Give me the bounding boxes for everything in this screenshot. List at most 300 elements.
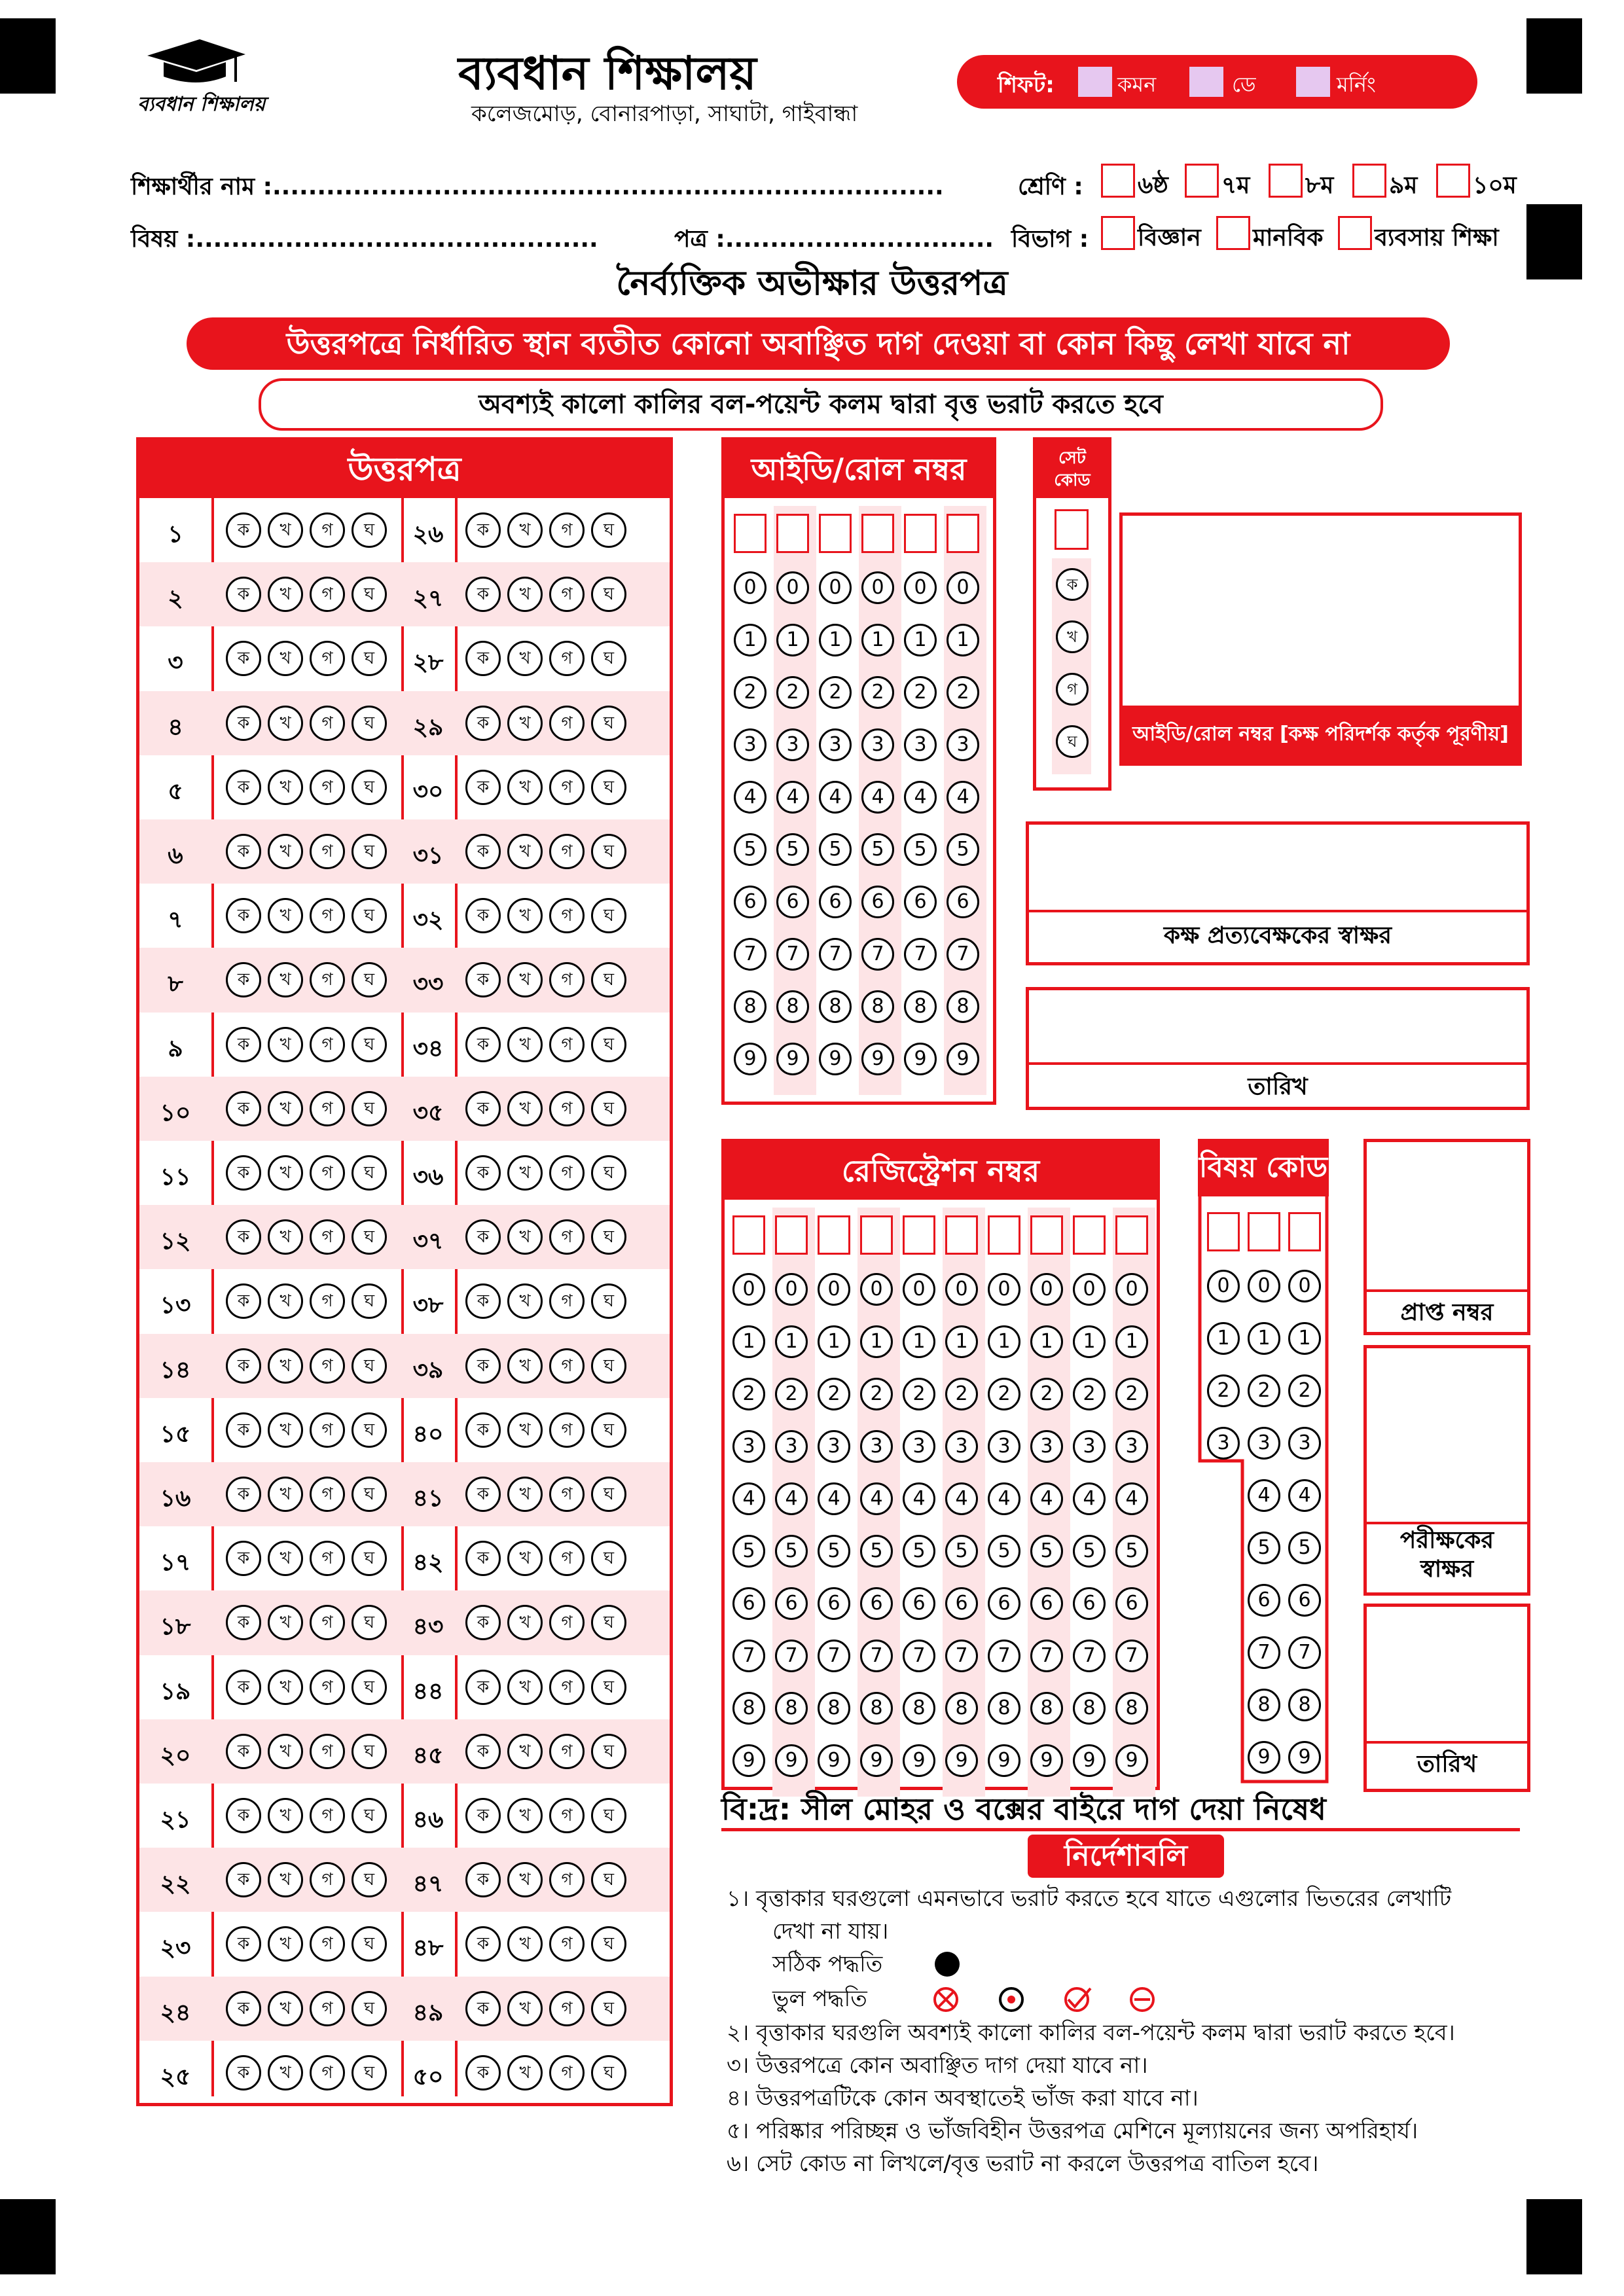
set-code-bubble-1[interactable]: ক <box>1056 568 1089 601</box>
answer-bubble-q38-opt2[interactable]: খ <box>507 1283 543 1319</box>
answer-bubble-q6-opt2[interactable]: খ <box>268 834 303 869</box>
answer-bubble-q39-opt1[interactable]: ক <box>465 1348 501 1384</box>
answer-bubble-q9-opt2[interactable]: খ <box>268 1027 303 1062</box>
registration-bubble-col4-digit0[interactable]: 0 <box>860 1273 893 1306</box>
answer-bubble-q4-opt2[interactable]: খ <box>268 706 303 741</box>
registration-bubble-col4-digit9[interactable]: 9 <box>860 1744 893 1777</box>
registration-bubble-col9-digit0[interactable]: 0 <box>1073 1273 1106 1306</box>
answer-bubble-q50-opt4[interactable]: ঘ <box>591 2055 626 2090</box>
answer-bubble-q8-opt1[interactable]: ক <box>226 962 261 997</box>
roll-bubble-col6-digit9[interactable]: 9 <box>947 1043 979 1075</box>
registration-bubble-col3-digit8[interactable]: 8 <box>818 1692 850 1725</box>
answer-bubble-q27-opt2[interactable]: খ <box>507 577 543 612</box>
answer-bubble-q47-opt3[interactable]: গ <box>549 1862 585 1897</box>
roll-bubble-col6-digit4[interactable]: 4 <box>947 781 979 814</box>
roll-bubble-col5-digit4[interactable]: 4 <box>904 781 937 814</box>
roll-bubble-col6-digit3[interactable]: 3 <box>947 728 979 761</box>
registration-bubble-col3-digit6[interactable]: 6 <box>818 1587 850 1620</box>
answer-bubble-q25-opt1[interactable]: ক <box>226 2055 261 2090</box>
answer-bubble-q28-opt1[interactable]: ক <box>465 641 501 676</box>
answer-bubble-q49-opt3[interactable]: গ <box>549 1991 585 2026</box>
answer-bubble-q44-opt2[interactable]: খ <box>507 1670 543 1705</box>
registration-write-box-1[interactable] <box>732 1215 765 1255</box>
registration-write-box-7[interactable] <box>988 1215 1020 1255</box>
answer-bubble-q9-opt4[interactable]: ঘ <box>352 1027 387 1062</box>
roll-write-box-3[interactable] <box>819 514 852 553</box>
answer-bubble-q11-opt3[interactable]: গ <box>310 1155 345 1191</box>
roll-bubble-col1-digit1[interactable]: 1 <box>734 624 767 656</box>
registration-bubble-col6-digit1[interactable]: 1 <box>945 1325 978 1358</box>
registration-bubble-col3-digit1[interactable]: 1 <box>818 1325 850 1358</box>
answer-bubble-q10-opt2[interactable]: খ <box>268 1091 303 1126</box>
answer-bubble-q48-opt4[interactable]: ঘ <box>591 1926 626 1962</box>
answer-bubble-q28-opt2[interactable]: খ <box>507 641 543 676</box>
shift-box-morning[interactable] <box>1296 67 1330 97</box>
registration-bubble-col9-digit5[interactable]: 5 <box>1073 1535 1106 1568</box>
subject-code-bubble-col2-digit3[interactable]: 3 <box>1248 1427 1280 1460</box>
roll-bubble-col4-digit0[interactable]: 0 <box>861 571 894 604</box>
answer-bubble-q9-opt1[interactable]: ক <box>226 1027 261 1062</box>
answer-bubble-q29-opt1[interactable]: ক <box>465 706 501 741</box>
answer-bubble-q42-opt4[interactable]: ঘ <box>591 1541 626 1576</box>
registration-bubble-col1-digit2[interactable]: 2 <box>732 1378 765 1410</box>
answer-bubble-q49-opt4[interactable]: ঘ <box>591 1991 626 2026</box>
roll-bubble-col3-digit2[interactable]: 2 <box>819 676 852 709</box>
roll-bubble-col6-digit0[interactable]: 0 <box>947 571 979 604</box>
set-code-bubble-3[interactable]: গ <box>1056 673 1089 706</box>
registration-bubble-col8-digit5[interactable]: 5 <box>1030 1535 1063 1568</box>
answer-bubble-q39-opt2[interactable]: খ <box>507 1348 543 1384</box>
registration-write-box-5[interactable] <box>903 1215 935 1255</box>
registration-bubble-col10-digit7[interactable]: 7 <box>1115 1640 1148 1672</box>
answer-bubble-q10-opt3[interactable]: গ <box>310 1091 345 1126</box>
roll-bubble-col3-digit5[interactable]: 5 <box>819 833 852 866</box>
answer-bubble-q13-opt2[interactable]: খ <box>268 1283 303 1319</box>
answer-bubble-q17-opt2[interactable]: খ <box>268 1541 303 1576</box>
answer-bubble-q16-opt4[interactable]: ঘ <box>352 1477 387 1512</box>
class-box-8[interactable] <box>1269 164 1303 198</box>
dept-box-humanities[interactable] <box>1216 216 1250 250</box>
registration-bubble-col2-digit6[interactable]: 6 <box>775 1587 808 1620</box>
answer-bubble-q20-opt1[interactable]: ক <box>226 1734 261 1769</box>
registration-bubble-col4-digit2[interactable]: 2 <box>860 1378 893 1410</box>
answer-bubble-q7-opt3[interactable]: গ <box>310 898 345 933</box>
roll-bubble-col4-digit3[interactable]: 3 <box>861 728 894 761</box>
answer-bubble-q33-opt2[interactable]: খ <box>507 962 543 997</box>
registration-bubble-col10-digit2[interactable]: 2 <box>1115 1378 1148 1410</box>
roll-bubble-col5-digit6[interactable]: 6 <box>904 886 937 918</box>
registration-bubble-col4-digit5[interactable]: 5 <box>860 1535 893 1568</box>
answer-bubble-q18-opt2[interactable]: খ <box>268 1605 303 1640</box>
roll-bubble-col1-digit2[interactable]: 2 <box>734 676 767 709</box>
answer-bubble-q26-opt3[interactable]: গ <box>549 512 585 548</box>
answer-bubble-q50-opt1[interactable]: ক <box>465 2055 501 2090</box>
answer-bubble-q21-opt2[interactable]: খ <box>268 1798 303 1833</box>
registration-bubble-col2-digit8[interactable]: 8 <box>775 1692 808 1725</box>
answer-bubble-q24-opt1[interactable]: ক <box>226 1991 261 2026</box>
answer-bubble-q41-opt3[interactable]: গ <box>549 1477 585 1512</box>
answer-bubble-q15-opt1[interactable]: ক <box>226 1412 261 1448</box>
subject-code-bubble-col3-digit6[interactable]: 6 <box>1288 1584 1321 1617</box>
roll-bubble-col4-digit8[interactable]: 8 <box>861 990 894 1023</box>
roll-bubble-col3-digit3[interactable]: 3 <box>819 728 852 761</box>
roll-bubble-col1-digit9[interactable]: 9 <box>734 1043 767 1075</box>
answer-bubble-q21-opt1[interactable]: ক <box>226 1798 261 1833</box>
registration-bubble-col3-digit2[interactable]: 2 <box>818 1378 850 1410</box>
answer-bubble-q3-opt1[interactable]: ক <box>226 641 261 676</box>
registration-bubble-col8-digit8[interactable]: 8 <box>1030 1692 1063 1725</box>
registration-bubble-col3-digit7[interactable]: 7 <box>818 1640 850 1672</box>
roll-write-box-4[interactable] <box>861 514 894 553</box>
registration-bubble-col9-digit9[interactable]: 9 <box>1073 1744 1106 1777</box>
answer-bubble-q37-opt2[interactable]: খ <box>507 1219 543 1255</box>
answer-bubble-q36-opt1[interactable]: ক <box>465 1155 501 1191</box>
answer-bubble-q23-opt3[interactable]: গ <box>310 1926 345 1962</box>
registration-bubble-col1-digit6[interactable]: 6 <box>732 1587 765 1620</box>
registration-bubble-col4-digit1[interactable]: 1 <box>860 1325 893 1358</box>
answer-bubble-q48-opt2[interactable]: খ <box>507 1926 543 1962</box>
subject-code-bubble-col3-digit7[interactable]: 7 <box>1288 1636 1321 1669</box>
answer-bubble-q30-opt2[interactable]: খ <box>507 770 543 805</box>
answer-bubble-q21-opt3[interactable]: গ <box>310 1798 345 1833</box>
answer-bubble-q6-opt4[interactable]: ঘ <box>352 834 387 869</box>
registration-bubble-col8-digit4[interactable]: 4 <box>1030 1482 1063 1515</box>
registration-bubble-col1-digit0[interactable]: 0 <box>732 1273 765 1306</box>
answer-bubble-q48-opt1[interactable]: ক <box>465 1926 501 1962</box>
answer-bubble-q36-opt2[interactable]: খ <box>507 1155 543 1191</box>
answer-bubble-q5-opt1[interactable]: ক <box>226 770 261 805</box>
registration-write-box-8[interactable] <box>1030 1215 1063 1255</box>
answer-bubble-q41-opt4[interactable]: ঘ <box>591 1477 626 1512</box>
answer-bubble-q22-opt3[interactable]: গ <box>310 1862 345 1897</box>
registration-bubble-col7-digit4[interactable]: 4 <box>988 1482 1020 1515</box>
registration-bubble-col10-digit1[interactable]: 1 <box>1115 1325 1148 1358</box>
registration-bubble-col5-digit7[interactable]: 7 <box>903 1640 935 1672</box>
answer-bubble-q1-opt2[interactable]: খ <box>268 512 303 548</box>
answer-bubble-q40-opt1[interactable]: ক <box>465 1412 501 1448</box>
subject-code-bubble-col3-digit9[interactable]: 9 <box>1288 1741 1321 1774</box>
registration-bubble-col8-digit6[interactable]: 6 <box>1030 1587 1063 1620</box>
registration-bubble-col3-digit9[interactable]: 9 <box>818 1744 850 1777</box>
registration-bubble-col10-digit5[interactable]: 5 <box>1115 1535 1148 1568</box>
answer-bubble-q15-opt3[interactable]: গ <box>310 1412 345 1448</box>
registration-bubble-col7-digit3[interactable]: 3 <box>988 1430 1020 1463</box>
registration-bubble-col6-digit2[interactable]: 2 <box>945 1378 978 1410</box>
roll-write-box-6[interactable] <box>947 514 979 553</box>
answer-bubble-q5-opt2[interactable]: খ <box>268 770 303 805</box>
roll-bubble-col2-digit1[interactable]: 1 <box>776 624 809 656</box>
answer-bubble-q38-opt1[interactable]: ক <box>465 1283 501 1319</box>
roll-bubble-col2-digit5[interactable]: 5 <box>776 833 809 866</box>
class-box-9[interactable] <box>1352 164 1386 198</box>
registration-bubble-col5-digit1[interactable]: 1 <box>903 1325 935 1358</box>
answer-bubble-q28-opt4[interactable]: ঘ <box>591 641 626 676</box>
answer-bubble-q11-opt4[interactable]: ঘ <box>352 1155 387 1191</box>
answer-bubble-q37-opt3[interactable]: গ <box>549 1219 585 1255</box>
registration-bubble-col2-digit4[interactable]: 4 <box>775 1482 808 1515</box>
registration-bubble-col7-digit7[interactable]: 7 <box>988 1640 1020 1672</box>
answer-bubble-q32-opt3[interactable]: গ <box>549 898 585 933</box>
registration-bubble-col8-digit7[interactable]: 7 <box>1030 1640 1063 1672</box>
roll-bubble-col5-digit0[interactable]: 0 <box>904 571 937 604</box>
answer-bubble-q37-opt4[interactable]: ঘ <box>591 1219 626 1255</box>
answer-bubble-q18-opt3[interactable]: গ <box>310 1605 345 1640</box>
answer-bubble-q30-opt3[interactable]: গ <box>549 770 585 805</box>
id-entry-box[interactable] <box>1119 512 1522 766</box>
registration-bubble-col1-digit5[interactable]: 5 <box>732 1535 765 1568</box>
roll-bubble-col2-digit0[interactable]: 0 <box>776 571 809 604</box>
registration-bubble-col6-digit3[interactable]: 3 <box>945 1430 978 1463</box>
answer-bubble-q3-opt3[interactable]: গ <box>310 641 345 676</box>
answer-bubble-q3-opt4[interactable]: ঘ <box>352 641 387 676</box>
answer-bubble-q50-opt3[interactable]: গ <box>549 2055 585 2090</box>
answer-bubble-q16-opt1[interactable]: ক <box>226 1477 261 1512</box>
answer-bubble-q9-opt3[interactable]: গ <box>310 1027 345 1062</box>
answer-bubble-q30-opt4[interactable]: ঘ <box>591 770 626 805</box>
registration-bubble-col10-digit6[interactable]: 6 <box>1115 1587 1148 1620</box>
registration-bubble-col10-digit8[interactable]: 8 <box>1115 1692 1148 1725</box>
roll-bubble-col5-digit7[interactable]: 7 <box>904 938 937 971</box>
answer-bubble-q43-opt3[interactable]: গ <box>549 1605 585 1640</box>
answer-bubble-q17-opt4[interactable]: ঘ <box>352 1541 387 1576</box>
answer-bubble-q5-opt3[interactable]: গ <box>310 770 345 805</box>
registration-bubble-col1-digit9[interactable]: 9 <box>732 1744 765 1777</box>
answer-bubble-q7-opt4[interactable]: ঘ <box>352 898 387 933</box>
registration-bubble-col1-digit1[interactable]: 1 <box>732 1325 765 1358</box>
answer-bubble-q17-opt1[interactable]: ক <box>226 1541 261 1576</box>
answer-bubble-q42-opt3[interactable]: গ <box>549 1541 585 1576</box>
registration-bubble-col8-digit2[interactable]: 2 <box>1030 1378 1063 1410</box>
roll-write-box-5[interactable] <box>904 514 937 553</box>
dept-box-business[interactable] <box>1338 216 1372 250</box>
answer-bubble-q49-opt1[interactable]: ক <box>465 1991 501 2026</box>
subject-code-bubble-col3-digit5[interactable]: 5 <box>1288 1532 1321 1564</box>
answer-bubble-q23-opt2[interactable]: খ <box>268 1926 303 1962</box>
answer-bubble-q40-opt3[interactable]: গ <box>549 1412 585 1448</box>
roll-bubble-col3-digit6[interactable]: 6 <box>819 886 852 918</box>
examiner-signature-box[interactable] <box>1363 1345 1530 1596</box>
answer-bubble-q6-opt1[interactable]: ক <box>226 834 261 869</box>
roll-bubble-col5-digit9[interactable]: 9 <box>904 1043 937 1075</box>
answer-bubble-q36-opt4[interactable]: ঘ <box>591 1155 626 1191</box>
answer-bubble-q7-opt2[interactable]: খ <box>268 898 303 933</box>
registration-bubble-col7-digit1[interactable]: 1 <box>988 1325 1020 1358</box>
answer-bubble-q14-opt3[interactable]: গ <box>310 1348 345 1384</box>
answer-bubble-q45-opt3[interactable]: গ <box>549 1734 585 1769</box>
registration-bubble-col6-digit7[interactable]: 7 <box>945 1640 978 1672</box>
registration-bubble-col2-digit5[interactable]: 5 <box>775 1535 808 1568</box>
registration-bubble-col1-digit4[interactable]: 4 <box>732 1482 765 1515</box>
answer-bubble-q16-opt3[interactable]: গ <box>310 1477 345 1512</box>
answer-bubble-q23-opt1[interactable]: ক <box>226 1926 261 1962</box>
subject-code-bubble-col1-digit3[interactable]: 3 <box>1207 1427 1240 1460</box>
answer-bubble-q43-opt1[interactable]: ক <box>465 1605 501 1640</box>
answer-bubble-q40-opt2[interactable]: খ <box>507 1412 543 1448</box>
registration-bubble-col7-digit5[interactable]: 5 <box>988 1535 1020 1568</box>
answer-bubble-q27-opt3[interactable]: গ <box>549 577 585 612</box>
answer-bubble-q2-opt4[interactable]: ঘ <box>352 577 387 612</box>
registration-bubble-col10-digit4[interactable]: 4 <box>1115 1482 1148 1515</box>
registration-bubble-col5-digit4[interactable]: 4 <box>903 1482 935 1515</box>
roll-bubble-col6-digit2[interactable]: 2 <box>947 676 979 709</box>
answer-bubble-q29-opt3[interactable]: গ <box>549 706 585 741</box>
registration-bubble-col1-digit8[interactable]: 8 <box>732 1692 765 1725</box>
answer-bubble-q4-opt4[interactable]: ঘ <box>352 706 387 741</box>
subject-code-bubble-col2-digit6[interactable]: 6 <box>1248 1584 1280 1617</box>
answer-bubble-q32-opt2[interactable]: খ <box>507 898 543 933</box>
roll-bubble-col1-digit4[interactable]: 4 <box>734 781 767 814</box>
answer-bubble-q1-opt1[interactable]: ক <box>226 512 261 548</box>
answer-bubble-q23-opt4[interactable]: ঘ <box>352 1926 387 1962</box>
registration-write-box-6[interactable] <box>945 1215 978 1255</box>
answer-bubble-q28-opt3[interactable]: গ <box>549 641 585 676</box>
subject-code-bubble-col3-digit0[interactable]: 0 <box>1288 1270 1321 1302</box>
answer-bubble-q8-opt2[interactable]: খ <box>268 962 303 997</box>
answer-bubble-q31-opt2[interactable]: খ <box>507 834 543 869</box>
answer-bubble-q46-opt3[interactable]: গ <box>549 1798 585 1833</box>
answer-bubble-q34-opt3[interactable]: গ <box>549 1027 585 1062</box>
registration-bubble-col3-digit3[interactable]: 3 <box>818 1430 850 1463</box>
subject-field[interactable]: বিষয় :............................................. <box>131 226 598 253</box>
answer-bubble-q18-opt4[interactable]: ঘ <box>352 1605 387 1640</box>
answer-bubble-q35-opt4[interactable]: ঘ <box>591 1091 626 1126</box>
subject-code-bubble-col2-digit2[interactable]: 2 <box>1248 1374 1280 1407</box>
registration-bubble-col5-digit8[interactable]: 8 <box>903 1692 935 1725</box>
registration-bubble-col8-digit1[interactable]: 1 <box>1030 1325 1063 1358</box>
answer-bubble-q4-opt3[interactable]: গ <box>310 706 345 741</box>
set-code-bubble-4[interactable]: ঘ <box>1056 725 1089 758</box>
answer-bubble-q22-opt4[interactable]: ঘ <box>352 1862 387 1897</box>
registration-bubble-col10-digit9[interactable]: 9 <box>1115 1744 1148 1777</box>
answer-bubble-q13-opt1[interactable]: ক <box>226 1283 261 1319</box>
answer-bubble-q47-opt1[interactable]: ক <box>465 1862 501 1897</box>
student-name-field[interactable]: শিক্ষার্থীর নাম :........................................................................... <box>131 173 944 200</box>
answer-bubble-q24-opt2[interactable]: খ <box>268 1991 303 2026</box>
answer-bubble-q39-opt4[interactable]: ঘ <box>591 1348 626 1384</box>
roll-bubble-col6-digit1[interactable]: 1 <box>947 624 979 656</box>
answer-bubble-q2-opt1[interactable]: ক <box>226 577 261 612</box>
subject-code-bubble-col2-digit9[interactable]: 9 <box>1248 1741 1280 1774</box>
roll-bubble-col5-digit5[interactable]: 5 <box>904 833 937 866</box>
registration-write-box-4[interactable] <box>860 1215 893 1255</box>
answer-bubble-q16-opt2[interactable]: খ <box>268 1477 303 1512</box>
subject-code-bubble-col2-digit0[interactable]: 0 <box>1248 1270 1280 1302</box>
answer-bubble-q30-opt1[interactable]: ক <box>465 770 501 805</box>
answer-bubble-q14-opt1[interactable]: ক <box>226 1348 261 1384</box>
registration-bubble-col4-digit8[interactable]: 8 <box>860 1692 893 1725</box>
roll-bubble-col3-digit7[interactable]: 7 <box>819 938 852 971</box>
answer-bubble-q38-opt4[interactable]: ঘ <box>591 1283 626 1319</box>
roll-bubble-col4-digit9[interactable]: 9 <box>861 1043 894 1075</box>
roll-bubble-col5-digit2[interactable]: 2 <box>904 676 937 709</box>
answer-bubble-q46-opt2[interactable]: খ <box>507 1798 543 1833</box>
roll-bubble-col1-digit0[interactable]: 0 <box>734 571 767 604</box>
registration-bubble-col5-digit3[interactable]: 3 <box>903 1430 935 1463</box>
registration-bubble-col9-digit2[interactable]: 2 <box>1073 1378 1106 1410</box>
answer-bubble-q8-opt3[interactable]: গ <box>310 962 345 997</box>
date-box[interactable] <box>1026 987 1530 1110</box>
answer-bubble-q8-opt4[interactable]: ঘ <box>352 962 387 997</box>
answer-bubble-q35-opt3[interactable]: গ <box>549 1091 585 1126</box>
answer-bubble-q31-opt1[interactable]: ক <box>465 834 501 869</box>
roll-bubble-col2-digit4[interactable]: 4 <box>776 781 809 814</box>
registration-bubble-col5-digit2[interactable]: 2 <box>903 1378 935 1410</box>
roll-bubble-col2-digit3[interactable]: 3 <box>776 728 809 761</box>
answer-bubble-q4-opt1[interactable]: ক <box>226 706 261 741</box>
answer-bubble-q37-opt1[interactable]: ক <box>465 1219 501 1255</box>
answer-bubble-q14-opt2[interactable]: খ <box>268 1348 303 1384</box>
subject-code-bubble-col2-digit8[interactable]: 8 <box>1248 1689 1280 1721</box>
registration-bubble-col8-digit3[interactable]: 3 <box>1030 1430 1063 1463</box>
roll-bubble-col3-digit0[interactable]: 0 <box>819 571 852 604</box>
answer-bubble-q32-opt4[interactable]: ঘ <box>591 898 626 933</box>
roll-bubble-col3-digit8[interactable]: 8 <box>819 990 852 1023</box>
answer-bubble-q44-opt4[interactable]: ঘ <box>591 1670 626 1705</box>
roll-bubble-col5-digit8[interactable]: 8 <box>904 990 937 1023</box>
answer-bubble-q15-opt2[interactable]: খ <box>268 1412 303 1448</box>
registration-bubble-col9-digit6[interactable]: 6 <box>1073 1587 1106 1620</box>
answer-bubble-q26-opt2[interactable]: খ <box>507 512 543 548</box>
answer-bubble-q33-opt1[interactable]: ক <box>465 962 501 997</box>
class-box-7[interactable] <box>1185 164 1219 198</box>
roll-bubble-col6-digit7[interactable]: 7 <box>947 938 979 971</box>
examiner-date-box[interactable] <box>1363 1604 1530 1792</box>
registration-bubble-col10-digit0[interactable]: 0 <box>1115 1273 1148 1306</box>
answer-bubble-q34-opt4[interactable]: ঘ <box>591 1027 626 1062</box>
subject-code-bubble-col2-digit1[interactable]: 1 <box>1248 1322 1280 1355</box>
registration-bubble-col9-digit8[interactable]: 8 <box>1073 1692 1106 1725</box>
registration-bubble-col1-digit3[interactable]: 3 <box>732 1430 765 1463</box>
answer-bubble-q2-opt3[interactable]: গ <box>310 577 345 612</box>
subject-code-bubble-col2-digit4[interactable]: 4 <box>1248 1479 1280 1512</box>
answer-bubble-q31-opt3[interactable]: গ <box>549 834 585 869</box>
registration-bubble-col6-digit8[interactable]: 8 <box>945 1692 978 1725</box>
subject-code-write-box-1[interactable] <box>1207 1212 1240 1251</box>
class-box-6[interactable] <box>1101 164 1135 198</box>
answer-bubble-q24-opt4[interactable]: ঘ <box>352 1991 387 2026</box>
set-code-write-box[interactable] <box>1055 509 1089 550</box>
answer-bubble-q43-opt4[interactable]: ঘ <box>591 1605 626 1640</box>
registration-bubble-col8-digit9[interactable]: 9 <box>1030 1744 1063 1777</box>
answer-bubble-q10-opt4[interactable]: ঘ <box>352 1091 387 1126</box>
answer-bubble-q6-opt3[interactable]: গ <box>310 834 345 869</box>
answer-bubble-q25-opt4[interactable]: ঘ <box>352 2055 387 2090</box>
answer-bubble-q10-opt1[interactable]: ক <box>226 1091 261 1126</box>
set-code-bubble-2[interactable]: খ <box>1056 620 1089 653</box>
shift-box-common[interactable] <box>1078 67 1112 97</box>
registration-write-box-9[interactable] <box>1073 1215 1106 1255</box>
answer-bubble-q45-opt2[interactable]: খ <box>507 1734 543 1769</box>
answer-bubble-q19-opt3[interactable]: গ <box>310 1670 345 1705</box>
registration-bubble-col4-digit3[interactable]: 3 <box>860 1430 893 1463</box>
roll-bubble-col2-digit9[interactable]: 9 <box>776 1043 809 1075</box>
answer-bubble-q46-opt1[interactable]: ক <box>465 1798 501 1833</box>
roll-bubble-col6-digit5[interactable]: 5 <box>947 833 979 866</box>
roll-bubble-col2-digit8[interactable]: 8 <box>776 990 809 1023</box>
registration-bubble-col5-digit5[interactable]: 5 <box>903 1535 935 1568</box>
subject-code-bubble-col1-digit2[interactable]: 2 <box>1207 1374 1240 1407</box>
answer-bubble-q25-opt2[interactable]: খ <box>268 2055 303 2090</box>
answer-bubble-q19-opt4[interactable]: ঘ <box>352 1670 387 1705</box>
roll-bubble-col4-digit6[interactable]: 6 <box>861 886 894 918</box>
answer-bubble-q12-opt4[interactable]: ঘ <box>352 1219 387 1255</box>
answer-bubble-q13-opt3[interactable]: গ <box>310 1283 345 1319</box>
subject-code-write-box-2[interactable] <box>1248 1212 1280 1251</box>
answer-bubble-q12-opt1[interactable]: ক <box>226 1219 261 1255</box>
registration-bubble-col4-digit4[interactable]: 4 <box>860 1482 893 1515</box>
registration-bubble-col6-digit0[interactable]: 0 <box>945 1273 978 1306</box>
answer-bubble-q39-opt3[interactable]: গ <box>549 1348 585 1384</box>
